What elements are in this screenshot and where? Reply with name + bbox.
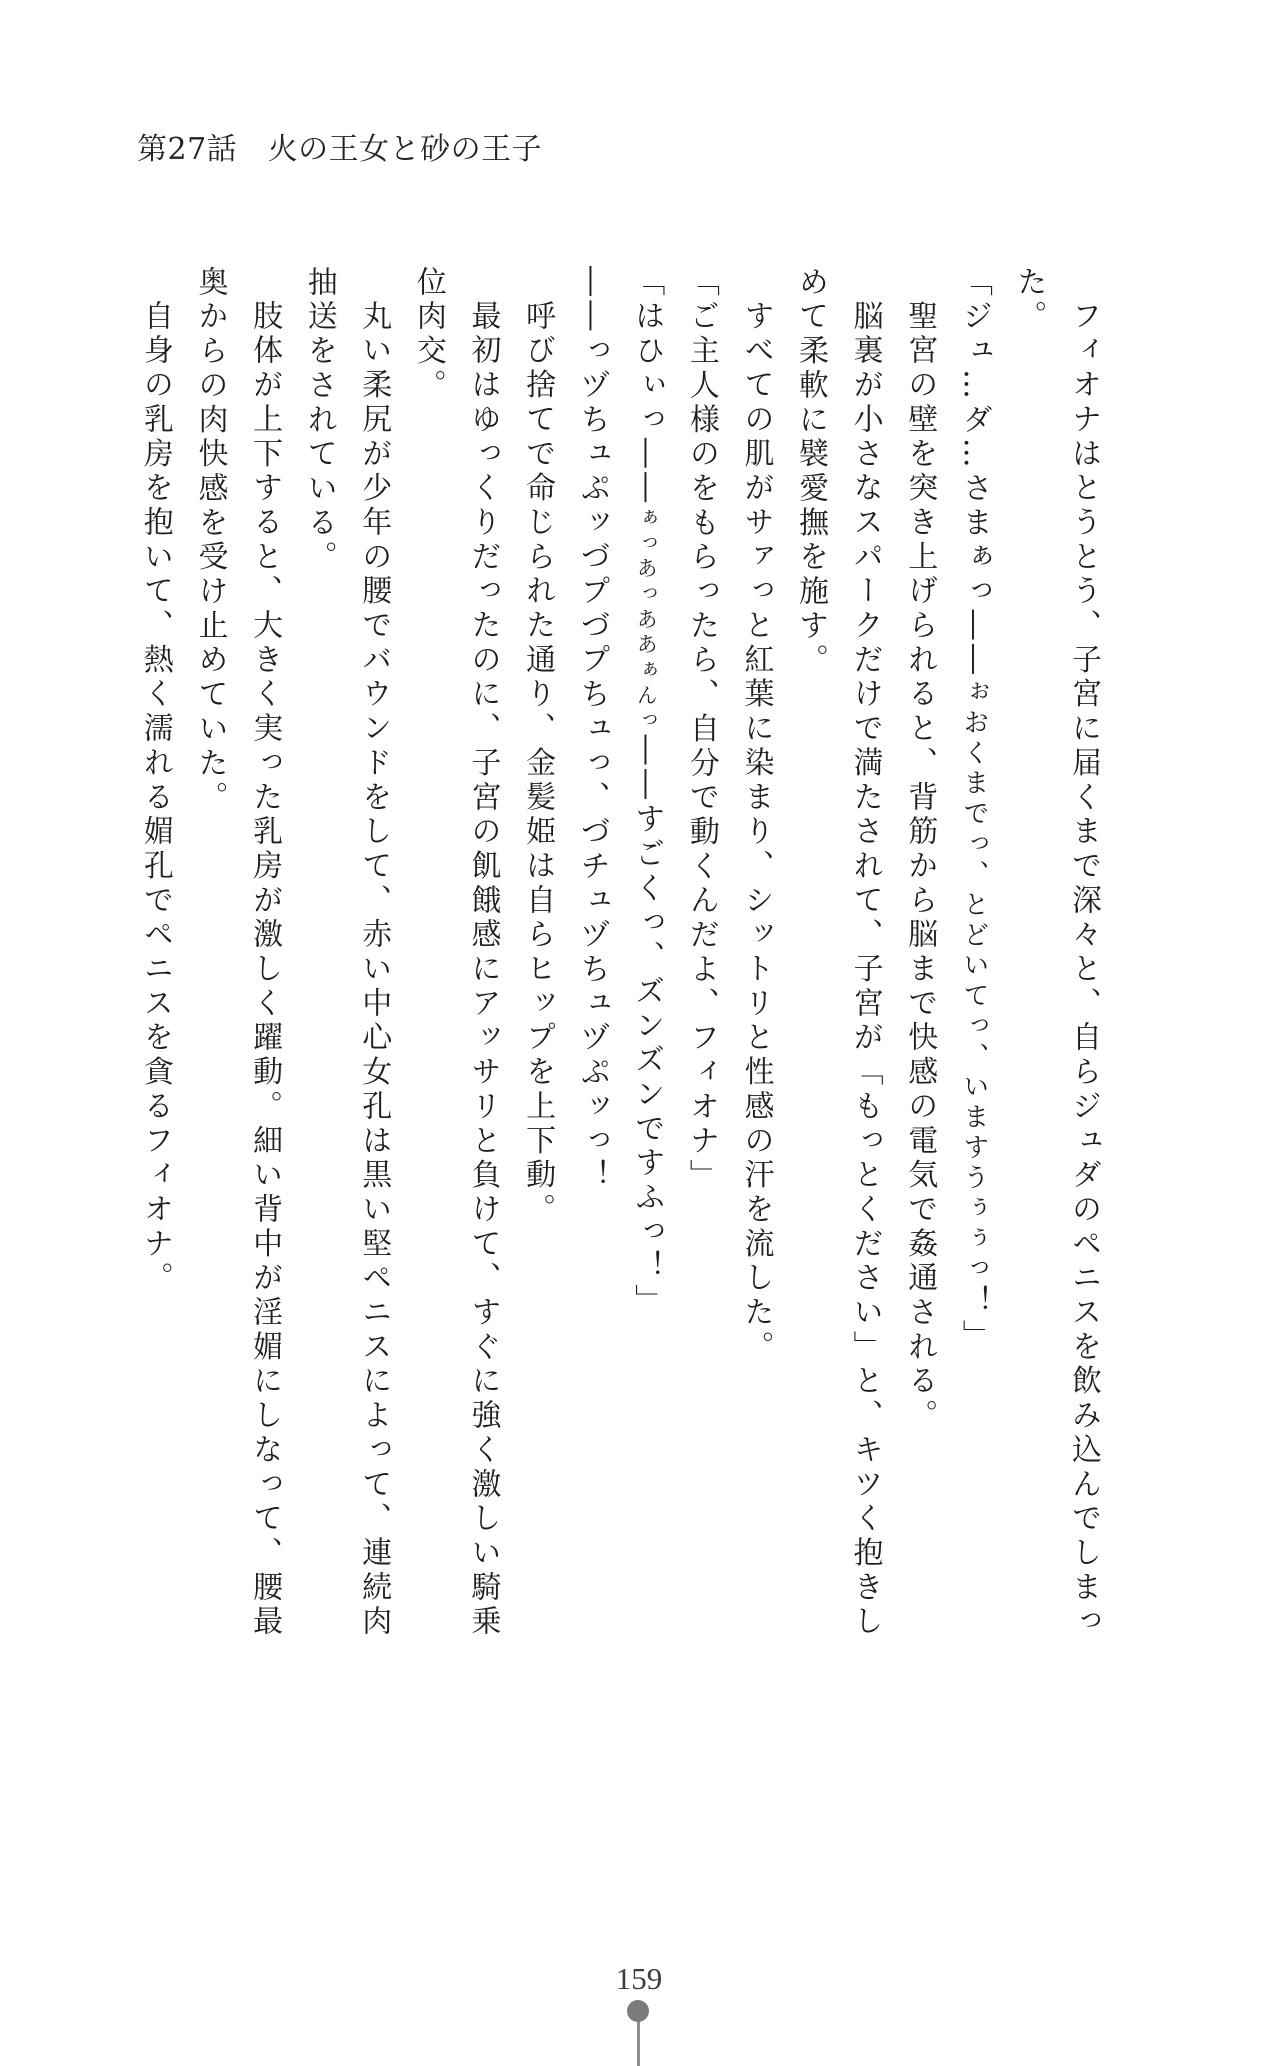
- paragraph: [1001, 266, 1110, 1646]
- text-run: 最初はゆっくりだったのに、子宮の飢餓感にアッサリと負けて、すぐに強く激しい騎乗位肉交。: [410, 266, 501, 1640]
- text-run: 丸い柔尻が少年の腰でバウンドをして、赤い中心女孔は黒い堅ペニスによって、連続肉抽送をされている。: [301, 266, 392, 1640]
- text-run: 「ご主人様のをもらったら、自分で動くんだよ、フィオナ」: [683, 266, 719, 1194]
- text-run: 自身の乳房を抱いて、熱く濡れる媚孔でペニスを貪るフィオナ。: [137, 300, 173, 1297]
- footer-marker-circle: [627, 2000, 649, 2022]
- paragraph: [728, 266, 783, 1646]
- text-run: 呼び捨てで命じられた通り、金髪姫は自らヒップを上下動。: [520, 300, 556, 1228]
- paragraph: [892, 266, 947, 1646]
- text-run: ――っヅちュぷッづプづプちュっ、づチュヅちュヅぷッっ！: [574, 266, 610, 1194]
- text-run: 「ジュ…ダ…さまぁっ――: [956, 266, 992, 679]
- paragraph: [782, 266, 891, 1646]
- text-run: 肢体が上下すると、大きく実った乳房が激しく躍動。細い背中が淫媚にしなって、腰最奥からの肉快感を受け止めていた。: [192, 266, 283, 1640]
- page-number: 159: [615, 1961, 663, 1996]
- text-run: 聖宮の壁を突き上げられると、背筋から脳まで快感の電気で姦通される。: [902, 300, 938, 1434]
- paragraph: [182, 266, 291, 1646]
- paragraph: [127, 266, 182, 1646]
- body-text: [127, 266, 1110, 1646]
- text-run: フィオナはとうとう、子宮に届くまで深々と、自らジュダのペニスを飲み込んでしまった。: [1011, 266, 1101, 1640]
- paragraph: [619, 266, 674, 1646]
- text-run: ！」: [956, 1285, 992, 1354]
- paragraph: [291, 266, 400, 1646]
- small-kana-run: ぉおくまでっ、とどいてっ、いますうぅぅっ: [958, 678, 989, 1286]
- paragraph: [673, 266, 728, 1646]
- text-run: ――すごくっ、ズンズンですふっ！」: [629, 734, 665, 1319]
- chapter-header: 第27話 火の王女と砂の王子: [137, 132, 543, 167]
- paragraph: [946, 266, 1001, 1646]
- paragraph: [509, 266, 564, 1646]
- text-run: 「はひぃっ――: [629, 266, 665, 507]
- text-run: 脳裏が小さなスパークだけで満たされて、子宮が「もっとください」と、キツく抱きしめて柔軟に襞愛撫を施す。: [793, 266, 883, 1640]
- paragraph: [564, 266, 619, 1646]
- text-run: すべての肌がサァっと紅葉に染まり、シットリと性感の汗を流した。: [738, 300, 774, 1365]
- paragraph: [400, 266, 509, 1646]
- small-kana-run: ぁっあっああぁんっ: [634, 506, 659, 735]
